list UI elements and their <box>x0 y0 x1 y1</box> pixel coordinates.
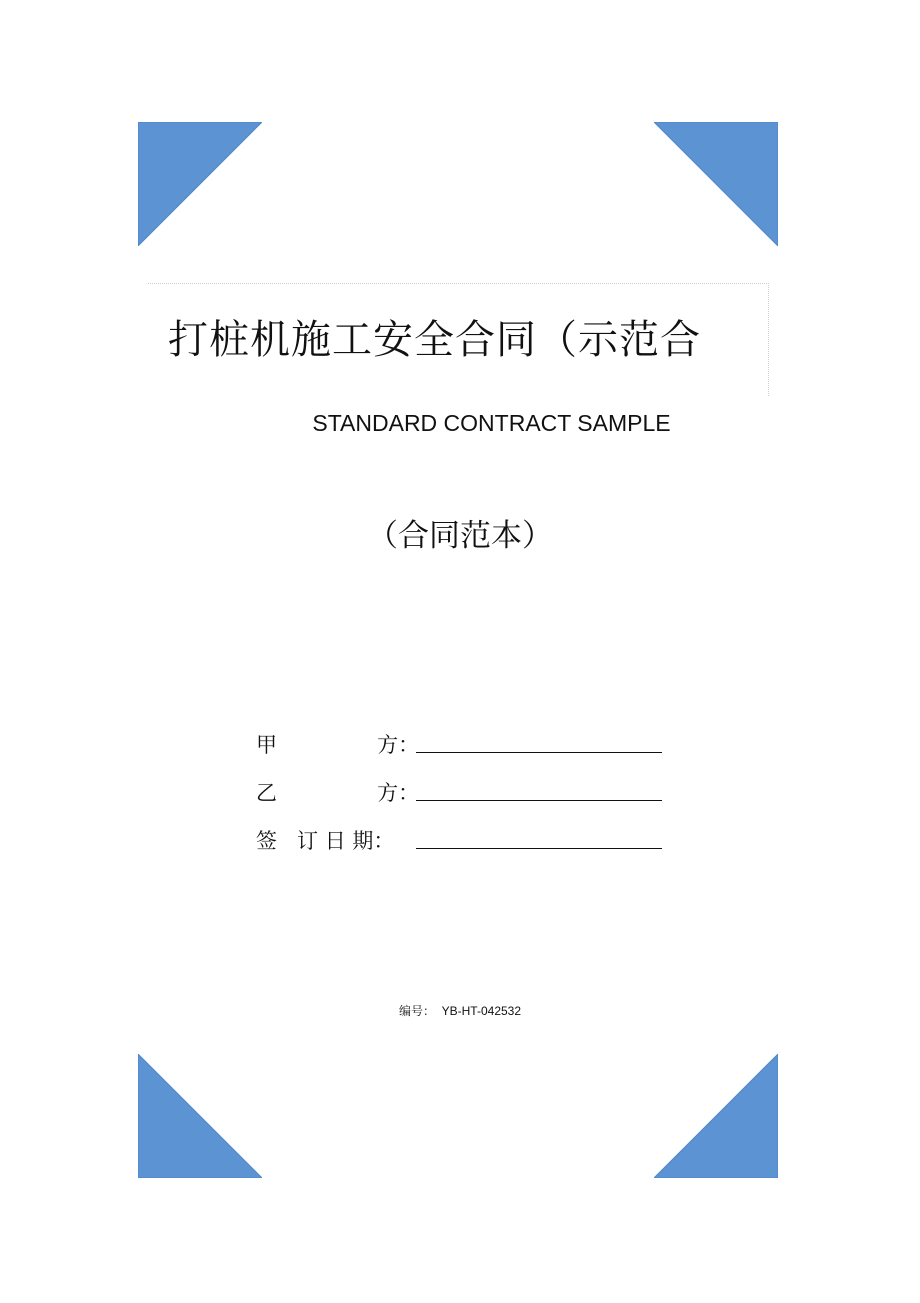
corner-triangle-top-right <box>654 122 778 246</box>
party-b-blank-line[interactable] <box>416 800 662 801</box>
page-title: 打桩机施工安全合同（示范合 <box>168 317 701 363</box>
sign-date-row <box>256 824 676 872</box>
party-signature-form <box>256 728 676 872</box>
party-b-label: 乙 方： <box>256 781 420 805</box>
corner-triangle-bottom-right <box>654 1054 778 1178</box>
document-code: 编号： YB-HT-042532 <box>398 1004 522 1018</box>
subtitle-english: STANDARD CONTRACT SAMPLE <box>312 410 671 436</box>
party-b-row <box>256 776 676 824</box>
corner-triangle-bottom-left <box>138 1054 262 1178</box>
party-a-blank-line[interactable] <box>416 752 662 753</box>
corner-triangle-top-left <box>138 122 262 246</box>
sign-date-blank-line[interactable] <box>416 848 662 849</box>
party-a-label: 甲 方： <box>256 733 420 757</box>
party-a-row <box>256 728 676 776</box>
sign-date-label: 签 订 日 期： <box>256 829 395 853</box>
subtitle-chinese: （合同范本） <box>367 518 553 554</box>
